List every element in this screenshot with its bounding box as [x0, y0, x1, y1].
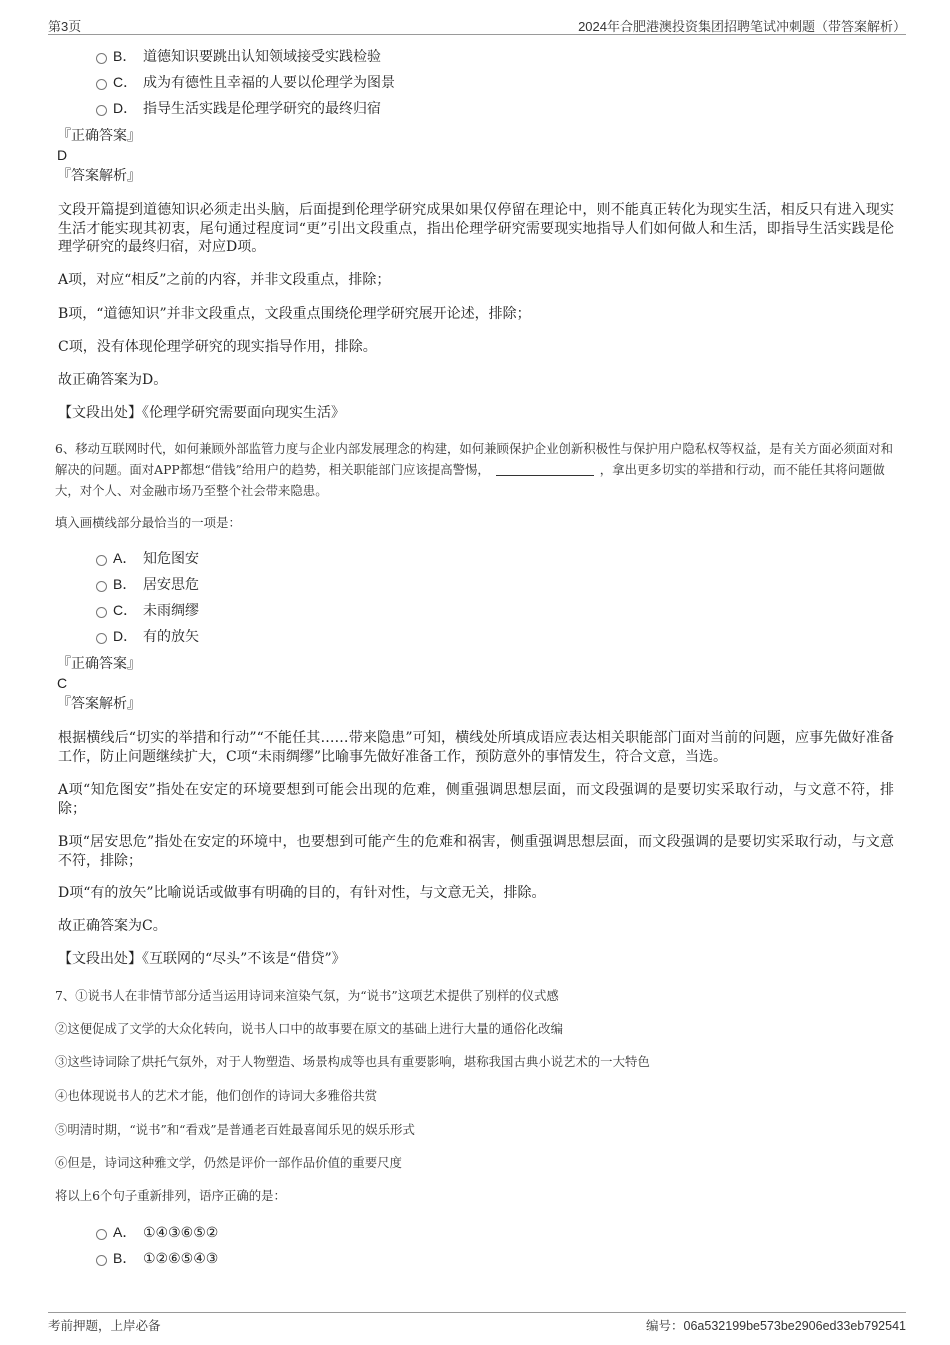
radio-icon[interactable]: [96, 105, 107, 116]
q6-analysis-para: B项“居安思危”指处在安定的环境中，也要想到可能产生的危难和祸害，侧重强调思想层面，而文段强调的是要切实采取行动，与文意不符，排除；: [58, 834, 894, 869]
q5-analysis-label: 『答案解析』: [57, 168, 141, 184]
q6-option-a[interactable]: A． 知危图安: [96, 548, 199, 569]
q7-sentence: ③这些诗词除了烘托气氛外，对于人物塑造、场景构成等也具有重要影响，堪称我国古典小说艺术的一大特色: [55, 1054, 650, 1069]
answer-blank: [496, 462, 594, 476]
radio-icon[interactable]: [96, 53, 107, 64]
q6-source: 【文段出处】《互联网的“尽头”不该是“借贷”》: [58, 951, 346, 967]
q7-option-a[interactable]: A． ①④③⑥⑤②: [96, 1222, 218, 1243]
footer-slogan: 考前押题，上岸必备: [48, 1319, 161, 1333]
page-footer: [48, 1312, 906, 1333]
q6-analysis-para: D项“有的放矢”比喻说话或做事有明确的目的，有针对性，与文意无关，排除。: [58, 885, 546, 901]
q6-option-b[interactable]: B． 居安思危: [96, 574, 199, 595]
q7-option-b[interactable]: B． ①②⑥⑤④③: [96, 1248, 218, 1269]
q6-option-d[interactable]: D． 有的放矢: [96, 626, 199, 647]
q5-answer: D: [57, 147, 68, 163]
radio-icon[interactable]: [96, 555, 107, 566]
q5-analysis-para: B项，“道德知识”并非文段重点，文段重点围绕伦理学研究展开论述，排除；: [58, 306, 531, 322]
radio-icon[interactable]: [96, 1255, 107, 1266]
q5-option-c[interactable]: C． 成为有德性且幸福的人要以伦理学为图景: [96, 72, 395, 93]
q5-analysis-para: 文段开篇提到道德知识必须走出头脑，后面提到伦理学研究成果如果仅停留在理论中，则不能真正转化为现实生活，相反只有进入现实生活才能实现其初衷，尾句通过程度词“更”引出文段重点，指出伦理学研究需要现实地指导人们如何做人和生活，即指导生活实践是伦理学研究的最终归宿，对应D项。: [58, 202, 894, 255]
q5-option-d[interactable]: D． 指导生活实践是伦理学研究的最终归宿: [96, 98, 381, 119]
document-serial: 编号：06a532199be573be2906ed33eb792541: [646, 1319, 906, 1333]
q5-answer-label: 『正确答案』: [57, 128, 141, 144]
q6-answer-label: 『正确答案』: [57, 656, 141, 672]
q7-sentence: ②这便促成了文学的大众化转向，说书人口中的故事要在原文的基础上进行大量的通俗化改编: [55, 1021, 564, 1036]
q7-sentence: 7、①说书人在非情节部分适当运用诗词来渲染气氛，为“说书”这项艺术提供了别样的仪式感: [55, 988, 559, 1003]
q5-option-b[interactable]: B． 道德知识要跳出认知领域接受实践检验: [96, 46, 381, 67]
q6-option-c[interactable]: C． 未雨绸缪: [96, 600, 199, 621]
q7-sentence: ⑥但是，诗词这种雅文学，仍然是评价一部作品价值的重要尺度: [55, 1155, 402, 1170]
document-title: 2024年合肥港澳投资集团招聘笔试冲刺题（带答案解析）: [578, 19, 906, 34]
radio-icon[interactable]: [96, 79, 107, 90]
q6-analysis-para: A项“知危图安”指处在安定的环境要想到可能会出现的危难，侧重强调思想层面，而文段强调的是要切实采取行动，与文意不符，排除；: [58, 782, 894, 817]
page-header: [48, 14, 906, 35]
q7-sentence: ⑤明清时期，“说书”和“看戏”是普通老百姓最喜闻乐见的娱乐形式: [55, 1122, 415, 1137]
q6-answer: C: [57, 675, 68, 691]
radio-icon[interactable]: [96, 1229, 107, 1240]
q5-analysis-para: 故正确答案为D。: [58, 372, 168, 388]
page-number: 第3页: [48, 19, 82, 34]
radio-icon[interactable]: [96, 581, 107, 592]
q7-sentence: ④也体现说书人的艺术才能，他们创作的诗词大多雅俗共赏: [55, 1088, 378, 1103]
q6-analysis-para: 根据横线后“切实的举措和行动”“不能任其……带来隐患”可知，横线处所填成语应表达相关职能部门面对当前的问题，应事先做好准备工作，防止问题继续扩大，C项“未雨绸缪”比喻事先做好准备工作，预防意外的事情发生，符合文意，当选。: [58, 730, 894, 765]
q5-analysis-para: C项，没有体现伦理学研究的现实指导作用，排除。: [58, 339, 377, 355]
q7-prompt: 将以上6个句子重新排列，语序正确的是：: [55, 1188, 286, 1203]
q5-source: 【文段出处】《伦理学研究需要面向现实生活》: [58, 405, 345, 421]
radio-icon[interactable]: [96, 633, 107, 644]
q6-analysis-label: 『答案解析』: [57, 696, 141, 712]
q6-analysis-para: 故正确答案为C。: [58, 918, 167, 934]
q6-prompt: 填入画横线部分最恰当的一项是：: [55, 515, 241, 530]
radio-icon[interactable]: [96, 607, 107, 618]
q5-analysis-para: A项，对应“相反”之前的内容，并非文段重点，排除；: [58, 272, 391, 288]
q6-stem: 6、移动互联网时代，如何兼顾外部监管力度与企业内部发展理念的构建，如何兼顾保护企业创新积极性与保护用户隐私权等权益，是有关方面必须面对和解决的问题。面对APP都想“借钱”给用户的趋势，相关职能部门应该提高警惕， ，拿出更多切实的举措和行动，而不能任其将问题做大，对个人、对金融市场乃至整个社会带来隐患。: [55, 441, 894, 498]
